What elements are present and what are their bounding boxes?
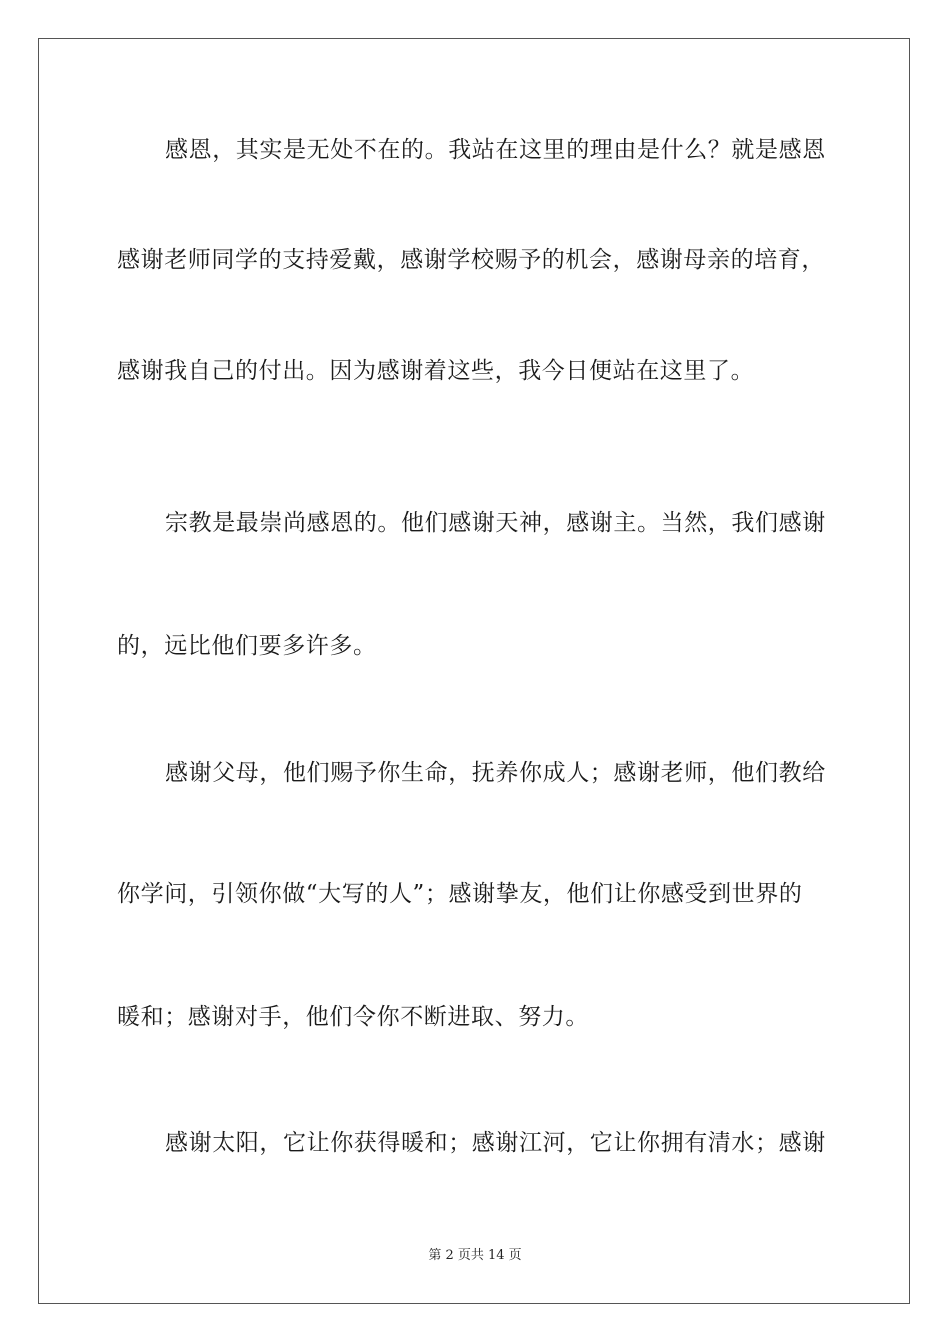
- text-line: 感谢太阳，它让你获得暖和；感谢江河，它让你拥有清水；感谢: [165, 1130, 826, 1156]
- text-line: 感恩，其实是无处不在的。我站在这里的理由是什么？就是感恩: [165, 137, 826, 163]
- page-total: 共 14 页: [470, 1248, 522, 1263]
- text-line: 你学问，引领你做“大写的人”；感谢挚友，他们让你感受到世界的: [117, 881, 803, 907]
- page-number: 第 2 页: [428, 1248, 471, 1263]
- text-line: 感谢我自己的付出。因为感谢着这些，我今日便站在这里了。: [117, 358, 755, 384]
- page-frame: [38, 38, 910, 1304]
- text-line: 的，远比他们要多许多。: [117, 633, 377, 659]
- text-line: 感谢老师同学的支持爱戴，感谢学校赐予的机会，感谢母亲的培育，: [117, 247, 825, 273]
- text-line: 暖和；感谢对手，他们令你不断进取、努力。: [117, 1004, 589, 1030]
- text-line: 感谢父母，他们赐予你生命，抚养你成人；感谢老师，他们教给: [165, 760, 826, 786]
- page-footer: [0, 1247, 950, 1265]
- text-line: 宗教是最崇尚感恩的。他们感谢天神，感谢主。当然，我们感谢: [165, 510, 826, 536]
